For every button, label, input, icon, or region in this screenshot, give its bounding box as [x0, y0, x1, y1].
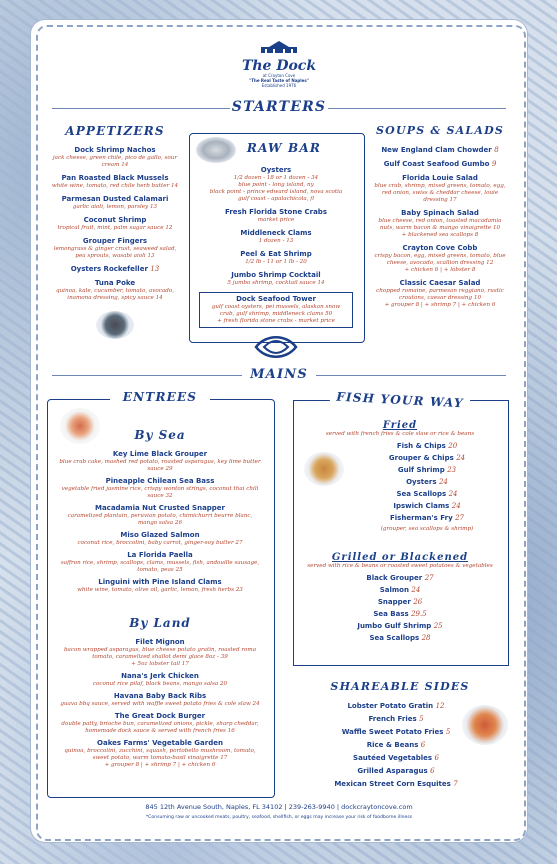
item-name	[199, 166, 353, 175]
fish-item	[298, 490, 502, 499]
sides-heading: SHAREABLE SIDES	[330, 680, 470, 693]
item-name	[48, 279, 182, 288]
menu-item	[48, 265, 182, 274]
fish-item-name: Grouper & Chips	[388, 454, 454, 462]
fish-item-price: 24	[448, 490, 458, 498]
menu-item	[199, 166, 353, 203]
menu-item	[372, 209, 508, 239]
item-description: white wine, tomato, olive oil, garlic, lemon, fresh herbs 23	[77, 587, 243, 593]
fish-item	[298, 586, 502, 595]
fish-item-price: 20	[448, 442, 458, 450]
fish-item-name: Sea Bass	[373, 610, 409, 618]
item-name	[199, 208, 353, 217]
item-name	[58, 531, 262, 540]
menu-item	[58, 504, 262, 527]
item-name-text: Oakes Farms' Vegetable Garden	[97, 739, 223, 747]
side-item-name: Lobster Potato Gratin	[347, 702, 434, 710]
fish-item-price: 25	[433, 622, 443, 630]
fish-item	[298, 514, 502, 523]
fish-item-price: 27	[424, 574, 434, 582]
menu-item	[372, 244, 508, 274]
item-name-text: Macadamia Nut Crusted Snapper	[94, 504, 226, 512]
section-mains: MAINS	[250, 367, 308, 382]
item-name-text: Filet Mignon	[135, 638, 185, 646]
side-item-price: 6	[420, 741, 426, 749]
side-item-name: French Fries	[368, 715, 417, 723]
item-description: 1 dozen - 13	[258, 238, 294, 244]
item-description: chopped romaine, parmesan reggiano, rustic croutons, caesar dressing 10 + grouper 8 | + shrimp 7 | + chicken 6	[376, 288, 504, 308]
side-item	[330, 715, 462, 724]
item-name	[48, 146, 182, 155]
side-item-price: 5	[445, 728, 451, 736]
appetizers-list	[48, 146, 182, 307]
item-description: coconut rice, broccolini, baby carrot, ginger-soy butter 27	[77, 540, 243, 546]
menu-item	[48, 195, 182, 211]
fish-item-name: Gulf Shrimp	[397, 466, 445, 474]
item-description: tropical fruit, mint, palm sugar sauce 12	[57, 225, 173, 231]
menu-item	[48, 174, 182, 190]
item-name	[58, 504, 262, 513]
side-item-price: 5	[419, 715, 424, 723]
item-name	[58, 712, 262, 721]
item-description: market price	[257, 217, 295, 223]
menu-item	[199, 208, 353, 224]
item-name	[372, 160, 508, 169]
item-name-text: Middleneck Clams	[240, 229, 312, 237]
fish-item	[298, 622, 502, 631]
side-item	[330, 702, 462, 711]
item-name-text: Grouper Fingers	[82, 237, 148, 245]
item-description: caramelized plantain, peruvian potato, chimichurri beurre blanc, mango salsa 26	[67, 513, 253, 526]
item-name-text: Florida Louie Salad	[402, 174, 478, 182]
by-sea-list	[58, 450, 262, 598]
item-name	[58, 739, 262, 748]
item-price: 8	[494, 146, 499, 154]
divider	[316, 375, 506, 376]
item-name-text: Pineapple Chilean Sea Bass	[105, 477, 215, 485]
divider	[52, 375, 242, 376]
item-description: quinoa, kale, cucumber, tomato, avocado, inamona dressing, spicy sauce 14	[56, 288, 174, 301]
item-description: jack cheese, green chile, pico de gallo, sour cream 14	[52, 155, 178, 168]
logo-at: at Crayton Cove	[262, 73, 296, 78]
menu-item	[58, 477, 262, 500]
side-item-price: 6	[430, 767, 435, 775]
menu-item	[58, 672, 262, 688]
fish-item-price: 24	[438, 478, 448, 486]
fish-subheading: Grilled or Blackened	[331, 552, 469, 563]
item-name-text: Jumbo Shrimp Cocktail	[231, 271, 321, 279]
footer-disclaimer: *Consuming raw or uncooked meats, poultry, seafood, shellfish, or eggs may increase your risk of foodborne illness	[145, 815, 413, 820]
menu-item	[58, 531, 262, 547]
side-item-name: Mexican Street Corn Esquites	[334, 780, 451, 788]
rope-knot-icon	[252, 336, 300, 358]
item-name-text: Oysters	[260, 166, 292, 174]
menu-item	[58, 551, 262, 574]
menu-item	[48, 237, 182, 260]
fish-item-name: Fisherman's Fry	[390, 514, 453, 522]
item-price: 13	[150, 265, 160, 273]
item-name	[58, 551, 262, 560]
dock-house-icon	[259, 41, 299, 55]
fish-item-price: 24	[451, 502, 461, 510]
menu-item	[199, 292, 353, 328]
item-name-text: Oysters Rockefeller	[70, 265, 148, 273]
item-name-text: The Great Dock Burger	[114, 712, 206, 720]
logo-established: Established 1976	[261, 83, 297, 88]
item-description: lemongrass & ginger crust, seaweed salad, pea sprouts, wasabi aioli 13	[53, 246, 177, 259]
raw-bar-list	[199, 166, 353, 333]
item-description: saffron rice, shrimp, scallops, clams, mussels, fish, andouille sausage, tomato, peas 25	[60, 560, 260, 573]
item-name	[372, 209, 508, 218]
logo-tagline: "The Real Taste of Naples"	[249, 78, 309, 83]
item-name-text: Miso Glazed Salmon	[120, 531, 200, 539]
item-name-text: Dock Shrimp Nachos	[74, 146, 156, 154]
sides-list	[330, 702, 462, 793]
fish-item-price: 28	[421, 634, 431, 642]
side-item-price: 12	[435, 702, 445, 710]
menu-item	[372, 174, 508, 204]
item-name-text: Pan Roasted Black Mussels	[61, 174, 169, 182]
fish-item-price: 24	[456, 454, 466, 462]
serving-note: served with french fries & cole slaw or rice & beans	[325, 431, 475, 437]
menu-item	[372, 160, 508, 169]
fish-your-way-heading: FISH YOUR WAY	[330, 389, 471, 410]
side-item	[330, 728, 462, 737]
side-item	[330, 767, 462, 776]
fish-item	[298, 574, 502, 583]
item-name-text: Dock Seafood Tower	[236, 295, 316, 303]
item-name	[48, 174, 182, 183]
fish-item	[298, 598, 502, 607]
item-description: vegetable fried jasmine rice, crispy wonton strings, coconut thai chili sauce 32	[61, 486, 259, 499]
menu-item	[199, 271, 353, 287]
side-item-price: 7	[453, 780, 458, 788]
fish-item-name: Black Grouper	[366, 574, 423, 582]
by-land-heading: By Land	[129, 616, 191, 630]
logo	[240, 40, 318, 88]
item-name-text: Key Lime Black Grouper	[112, 450, 208, 458]
gratin-dish-image	[462, 705, 508, 745]
side-item	[330, 754, 462, 763]
item-name	[48, 195, 182, 204]
item-name	[48, 237, 182, 246]
item-description: guava bbq sauce, served with waffle sweet potato fries & cole slaw 24	[60, 701, 260, 707]
item-name-text: Baby Spinach Salad	[401, 209, 479, 217]
item-name	[372, 146, 508, 155]
side-item-name: Sautéed Vegetables	[353, 754, 433, 762]
item-name	[58, 638, 262, 647]
item-name	[204, 295, 348, 304]
fish-subheading: Fried	[382, 420, 418, 431]
item-name-text: La Florida Paella	[127, 551, 193, 559]
item-description: blue cheese, red onion, toasted macadamia nuts, warm bacon & mango vinaigrette 10 + blackened sea scallops 8	[378, 218, 502, 238]
item-name-text: Gulf Coast Seafood Gumbo	[383, 160, 490, 168]
item-name	[372, 279, 508, 288]
item-name	[199, 271, 353, 280]
item-name	[199, 250, 353, 259]
raw-bar-plate-image	[196, 137, 236, 163]
side-item-price: 6	[434, 754, 439, 762]
logo-name: The Dock	[241, 58, 317, 74]
item-description: bacon wrapped asparagus, blue cheese potato gratin, roasted roma tomato, caramelized shallot demi glace 8oz - 39 + 5oz lobster tail 17	[63, 647, 257, 667]
item-description: blue crab cake, mashed red potato, roasted asparagus, key lime butter sauce 29	[59, 459, 261, 472]
menu-item	[372, 146, 508, 155]
fish-item-name: Sea Scallops	[369, 634, 420, 642]
item-name	[372, 174, 508, 183]
fish-item-name: Ipswich Clams	[393, 502, 450, 510]
grilled-section	[298, 552, 502, 646]
item-description: garlic aioli, lemon, parsley 13	[72, 204, 158, 210]
fish-item-price: 29.5	[411, 610, 427, 618]
fish-item-price: 23	[447, 466, 457, 474]
item-description: white wine, tomato, red chile herb butter 14	[51, 183, 179, 189]
soups-salads-heading: SOUPS & SALADS	[376, 124, 504, 137]
item-name-text: Fresh Florida Stone Crabs	[225, 208, 327, 216]
item-name	[58, 672, 262, 681]
fish-chips-plate-image	[304, 452, 344, 486]
fish-item-name: Fish & Chips	[396, 442, 446, 450]
soups-salads-list	[372, 146, 508, 314]
menu-item	[58, 578, 262, 594]
appetizers-heading: APPETIZERS	[65, 124, 165, 138]
item-name-text: Tuna Poke	[94, 279, 136, 287]
fish-item-name: Oysters	[406, 478, 437, 486]
fish-item-price: 24	[411, 586, 421, 594]
item-price: 9	[491, 160, 497, 168]
side-item-name: Grilled Asparagus	[357, 767, 428, 775]
by-sea-heading: By Sea	[134, 428, 186, 442]
divider	[52, 108, 230, 109]
item-description: 1/2 lb - 11 or 1 lb - 20	[245, 259, 307, 265]
raw-bar-heading: RAW BAR	[246, 141, 322, 155]
item-name	[48, 216, 182, 225]
item-name-text: Havana Baby Back Ribs	[113, 692, 207, 700]
item-name	[58, 450, 262, 459]
footer-address: 845 12th Avenue South, Naples, FL 34102 | 239-263-9940 | dockcraytoncove.com	[145, 803, 413, 811]
item-name-text: Classic Caesar Salad	[399, 279, 481, 287]
mussels-plate-image	[96, 311, 134, 339]
menu-item	[58, 638, 262, 668]
fish-item-price: 27	[455, 514, 464, 522]
menu-item	[48, 146, 182, 169]
item-description: blue crab, shrimp, mixed greens, tomato, egg, red onion, swiss & cheddar cheese, louie dressing 17	[374, 183, 506, 203]
side-item-name: Rice & Beans	[366, 741, 419, 749]
menu-item	[199, 250, 353, 266]
fish-item-name: Snapper	[377, 598, 411, 606]
serving-note: served with rice & beans or roasted sweet potatoes & vegetables	[307, 563, 493, 569]
side-item	[330, 741, 462, 750]
fish-item	[298, 610, 502, 619]
menu-item	[48, 216, 182, 232]
menu-item	[58, 712, 262, 735]
item-name	[199, 229, 353, 238]
fish-item-name: Jumbo Gulf Shrimp	[357, 622, 432, 630]
item-description: gulf coast oysters, pei mussels, alaskan snow crab, gulf shrimp, middleneck clams 50 + fresh florida stone crabs - market price	[211, 304, 341, 324]
item-name	[372, 244, 508, 253]
fish-item	[298, 442, 502, 451]
menu-item	[48, 279, 182, 302]
fish-item-name: Salmon	[379, 586, 409, 594]
item-name	[58, 578, 262, 587]
item-description: coconut rice pilaf, black beans, mango salsa 20	[92, 681, 228, 687]
item-description: crispy bacon, egg, mixed greens, tomato, blue cheese, avocado, scallion dressing 12 + chicken 6 | + lobster 8	[374, 253, 506, 273]
grouper-plate-image	[60, 408, 100, 444]
side-item	[330, 780, 462, 789]
item-name-text: New England Clam Chowder	[381, 146, 492, 154]
item-description: quinoa, broccolini, zucchini, squash, portobello mushroom, tomato, sweet potato, warm tomato-basil vinaigrette 17 + grouper 8 | + shrimp 7 | + chicken 6	[64, 748, 256, 768]
item-description: 5 jumbo shrimp, cocktail sauce 14	[227, 280, 325, 286]
item-description: double patty, brioche bun, caramelized onions, pickle, sharp cheddar, homemade dock sauce & served with french fries 16	[61, 721, 259, 734]
item-name-text: Coconut Shrimp	[83, 216, 147, 224]
by-land-list	[58, 638, 262, 773]
item-name-text: Crayton Cove Cobb	[402, 244, 478, 252]
side-item-name: Waffle Sweet Potato Fries	[341, 728, 444, 736]
item-name	[48, 265, 182, 274]
item-name-text: Peel & Eat Shrimp	[240, 250, 312, 258]
divider	[328, 108, 506, 109]
section-starters: STARTERS	[231, 99, 327, 115]
item-name-text: Parmesan Dusted Calamari	[61, 195, 169, 203]
entrees-heading: ENTREES	[110, 390, 210, 404]
fish-item-name: Sea Scallops	[396, 490, 447, 498]
menu-item	[58, 450, 262, 473]
item-name-text: Linguini with Pine Island Clams	[98, 578, 222, 586]
menu-item	[58, 739, 262, 769]
menu-item	[199, 229, 353, 245]
item-name-text: Nana's Jerk Chicken	[121, 672, 199, 680]
item-description: 1/2 dozen - 18 or 1 dozen - 34 blue point - long island, ny black point - prince edward island, nova scotia gulf coast - apalachicola, fl	[209, 175, 343, 202]
fish-item	[298, 502, 502, 511]
menu-item	[58, 692, 262, 708]
item-name	[58, 692, 262, 701]
item-name	[58, 477, 262, 486]
fish-item	[298, 634, 502, 643]
menu-item	[372, 279, 508, 309]
fish-item-price: 26	[413, 598, 423, 606]
fisherman-note: (grouper, sea scallops & shrimp)	[380, 526, 474, 532]
